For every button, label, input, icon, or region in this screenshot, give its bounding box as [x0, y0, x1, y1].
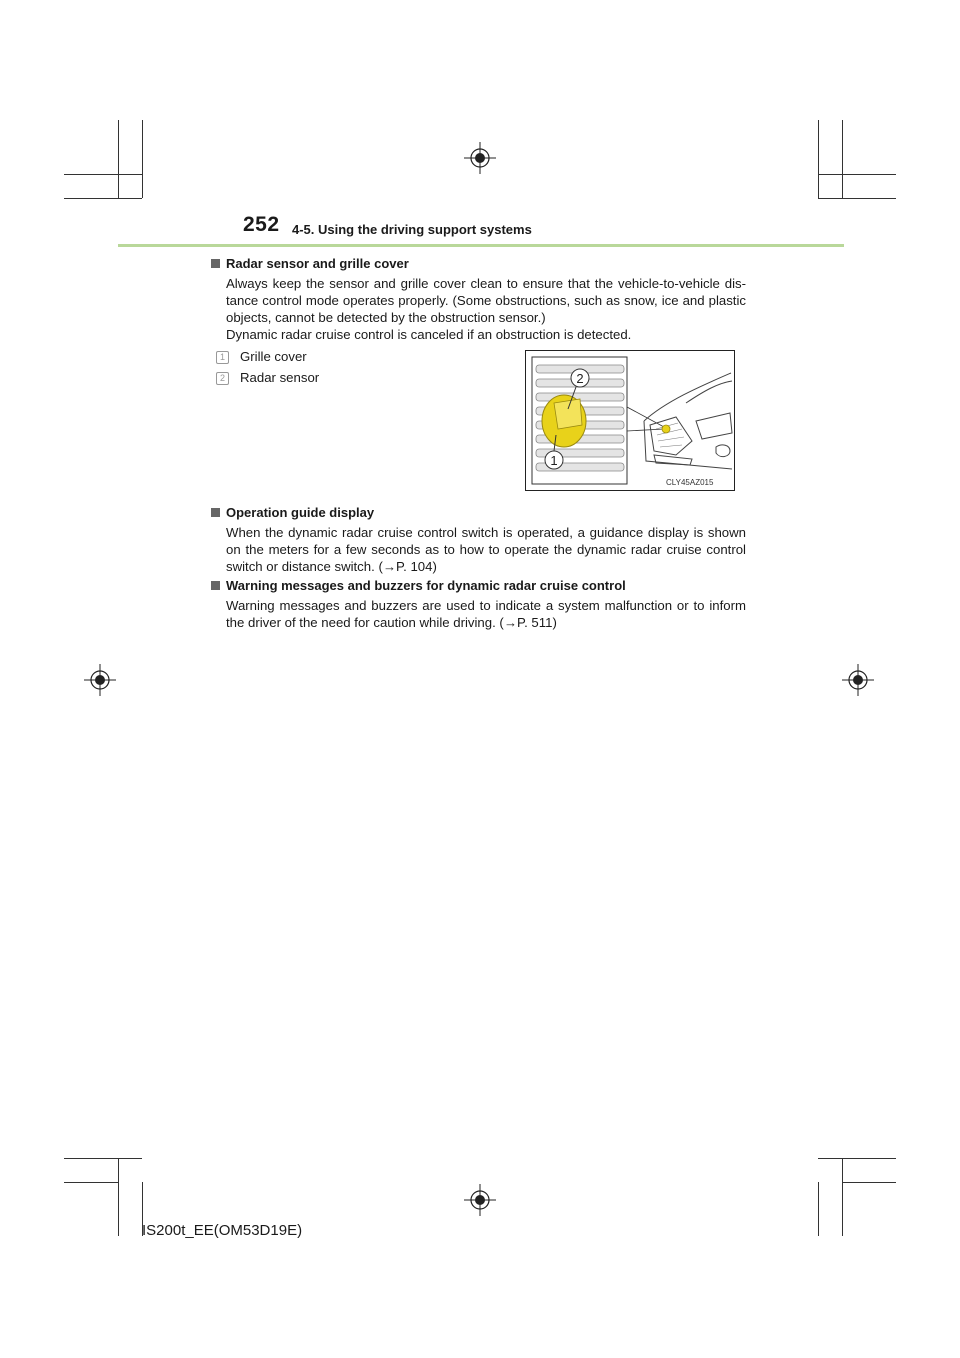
- paragraph-warning-messages: Warning messages and buzzers are used to indicate a system malfunction or to inform the driver of the need for caution while driving. (→P. 511): [226, 598, 746, 630]
- section-heading-radar-sensor: Radar sensor and grille cover: [211, 256, 409, 271]
- paragraph-radar-canceled: Dynamic radar cruise control is canceled if an obstruction is detected.: [226, 327, 632, 342]
- figure-code: CLY45AZ015: [666, 478, 714, 487]
- paragraph-operation-guide: When the dynamic radar cruise control switch is operated, a guidance display is shown on the meters for a few seconds as to how to operate the dynamic radar cruise control switch or distance switch. (→P. 104): [226, 525, 746, 574]
- legend-grille-cover: Grille cover: [240, 349, 307, 364]
- registration-mark-icon: [84, 664, 116, 696]
- registration-mark-icon: [464, 142, 496, 174]
- figure-callout-1: 1: [550, 453, 558, 468]
- document-code: IS200t_EE(OM53D19E): [142, 1222, 303, 1239]
- legend-number-badge: 1: [216, 351, 229, 364]
- registration-mark-icon: [464, 1184, 496, 1216]
- figure-callout-2: 2: [576, 371, 584, 386]
- grille-radar-illustration: [526, 351, 734, 490]
- section-heading-operation-guide: Operation guide display: [211, 505, 374, 520]
- bullet-square-icon: [211, 259, 220, 268]
- registration-mark-icon: [842, 664, 874, 696]
- bullet-square-icon: [211, 508, 220, 517]
- figure-grille-radar: [525, 350, 735, 491]
- header-rule: [118, 244, 844, 247]
- paragraph-radar-sensor: Always keep the sensor and grille cover clean to ensure that the vehicle-to-vehicle dis-tance control mode operates properly. (Some obstructions, such as snow, ice and plastic objects, cannot be detected by the obstruction sensor.): [226, 276, 746, 325]
- legend-number-badge: 2: [216, 372, 229, 385]
- section-title: 4-5. Using the driving support systems: [292, 222, 532, 237]
- legend-radar-sensor: Radar sensor: [240, 370, 320, 385]
- bullet-square-icon: [211, 581, 220, 590]
- section-heading-warning-messages: Warning messages and buzzers for dynamic radar cruise control: [211, 578, 626, 593]
- page-number: 252: [243, 213, 280, 236]
